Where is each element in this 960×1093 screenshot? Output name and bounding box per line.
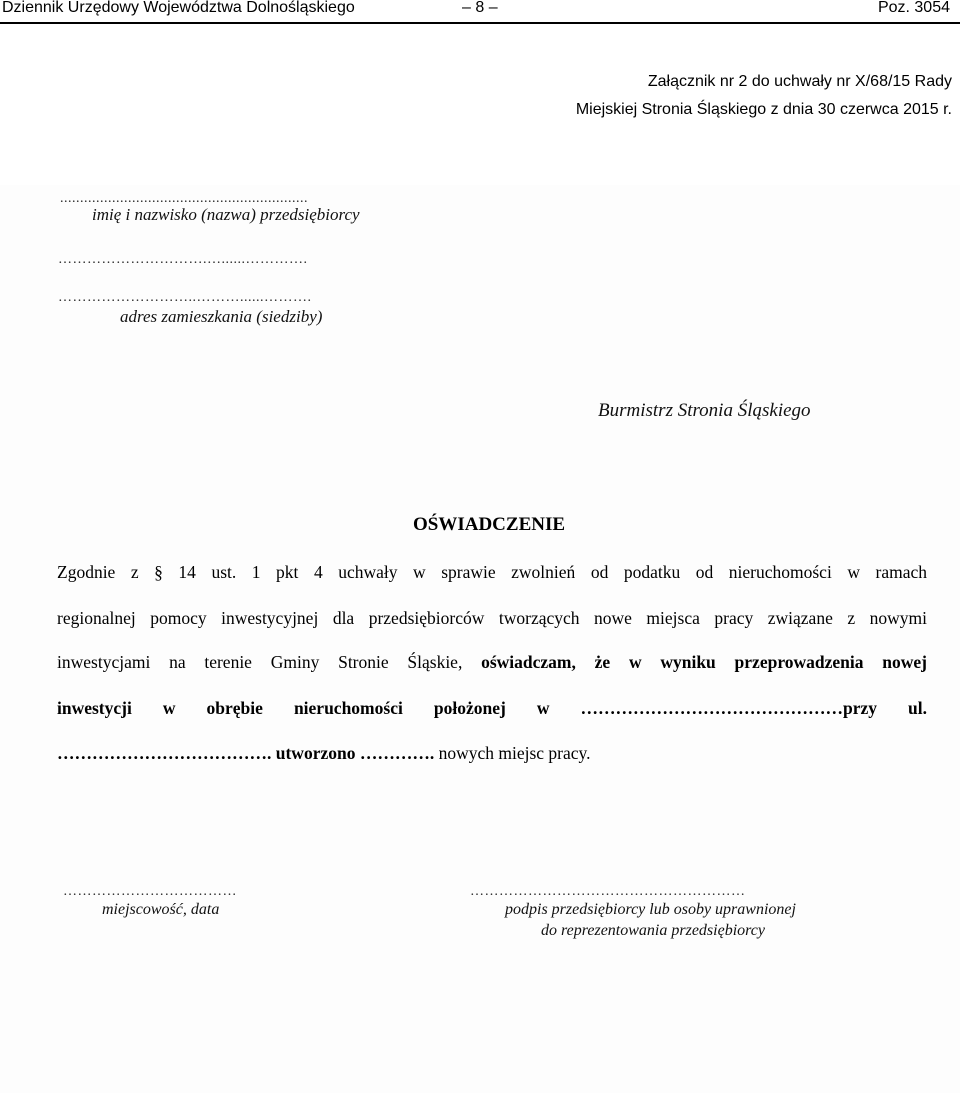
place-date-label: miejscowość, data [102,901,220,918]
signature-label-2: do reprezentowania przedsiębiorcy [541,922,765,939]
statement-line-4: inwestycji w obrębie nieruchomości położonej w ………………………………………przy ul. [57,698,927,718]
page-number: – 8 – [462,0,498,16]
position-number: Poz. 3054 [877,0,950,16]
scanned-form [0,185,960,1093]
place-dots: ……………………………… [63,884,237,899]
statement-line-5-normal: nowych miejsc pracy. [438,743,591,763]
name-label: imię i nazwisko (nazwa) przedsiębiorcy [92,205,360,224]
statement-line-5 [57,743,591,764]
annex-line-2: Miejskiej Stronia Śląskiego z dnia 30 czerwca 2015 r. [575,101,952,118]
statement-line-1: Zgodnie z § 14 ust. 1 pkt 4 uchwały w sprawie zwolnień od podatku od nieruchomości w ramach [57,562,927,582]
form-title: OŚWIADCZENIE [413,514,566,535]
address-dots-2: ………………………..………......………. [58,290,312,305]
statement-line-5-bold: ………………………………. utworzono …………. [57,743,435,763]
address-dots-1: ………………………….…......…………. [58,252,308,267]
statement-line-2: regionalnej pomocy inwestycyjnej dla przedsiębiorców tworzących nowe miejsca pracy związane z nowymi [57,608,927,628]
statement-line-3-normal: inwestycjami na terenie Gminy Stronie Śląskie, [57,652,463,672]
annex-line-1: Załącznik nr 2 do uchwały nr X/68/15 Rady [647,73,952,90]
page-header [0,0,960,24]
statement-line-3-bold: oświadczam, że w wyniku przeprowadzenia nowej [481,652,928,672]
address-label: adres zamieszkania (siedziby) [120,307,323,326]
statement-line-3 [57,652,927,673]
signature-dots: ………………………………………………… [470,884,746,899]
name-dots: .............................................................. [60,191,308,206]
signature-label-1: podpis przedsiębiorcy lub osoby uprawnionej [505,901,796,918]
annex-note [576,68,952,124]
addressee: Burmistrz Stronia Śląskiego [598,400,811,421]
journal-title: Dziennik Urzędowy Województwa Dolnośląskiego [2,0,355,16]
